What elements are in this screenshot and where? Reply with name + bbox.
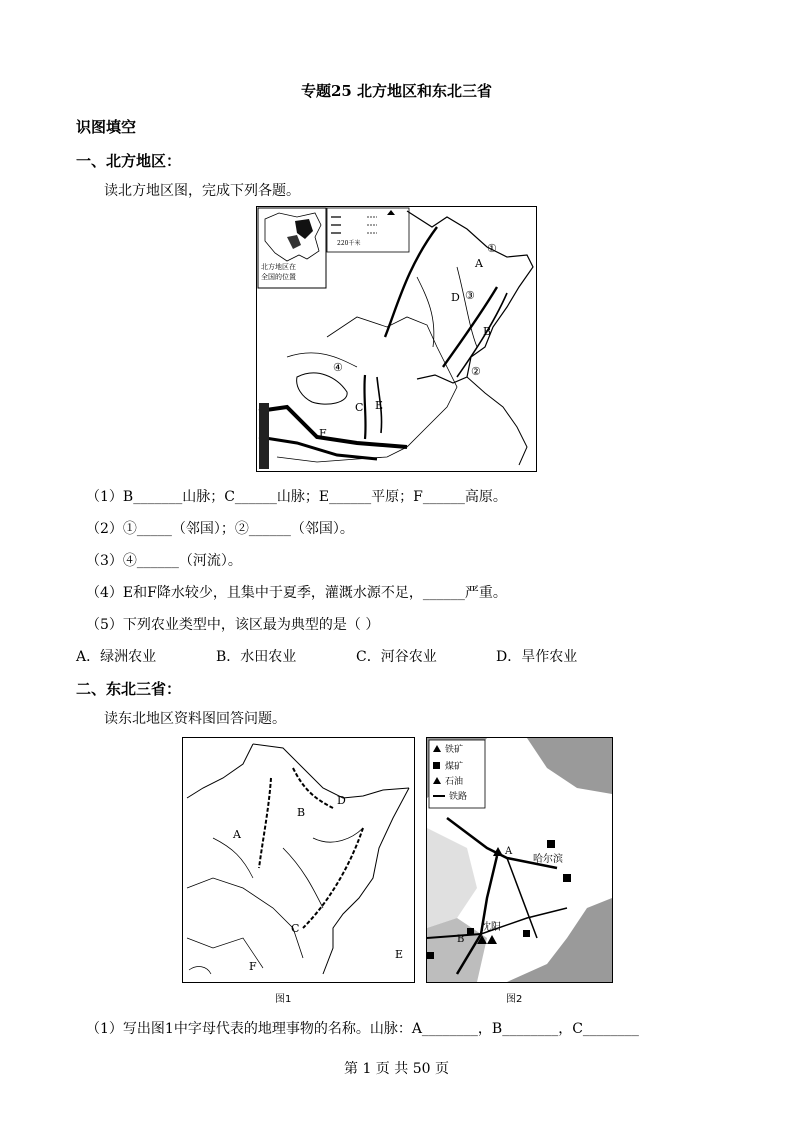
city-shenyang: 沈阳 xyxy=(481,922,501,933)
page-title: 专题25 北方地区和东北三省 xyxy=(300,82,493,100)
fig1-drawing xyxy=(183,738,414,982)
legend-oil: 石油 xyxy=(445,777,464,787)
fig1-caption: 图1 xyxy=(275,994,292,1005)
fig2-drawing xyxy=(427,738,612,982)
label-A: A xyxy=(475,257,483,270)
label-circle4: ④ xyxy=(333,361,343,374)
label-circle1: ① xyxy=(487,242,497,255)
fig1-label-E: E xyxy=(395,948,404,961)
part1-heading: 一、北方地区： xyxy=(76,152,182,170)
city-harbin: 哈尔滨 xyxy=(533,854,563,865)
label-D: D xyxy=(451,291,460,304)
question-5: （5）下列农业类型中，该区最为典型的是（ ） xyxy=(86,617,380,633)
fig1-label-B: B xyxy=(297,806,306,819)
fig1-map xyxy=(182,737,415,983)
page-footer: 第 1 页 共 50 页 xyxy=(344,1061,449,1077)
label-E: E xyxy=(375,399,384,412)
fig1-label-F: F xyxy=(249,960,257,973)
option-a: A．绿洲农业 xyxy=(76,649,157,665)
fig2-label-B: B xyxy=(457,934,465,945)
label-circle2: ② xyxy=(471,365,481,378)
fig1-label-D: D xyxy=(337,794,346,807)
question-1: （1）B_______山脉；C______山脉；E______平原；F______高原。 xyxy=(86,489,507,505)
part2-question-1: （1）写出图1中字母代表的地理事物的名称。山脉：A________，B________，C________ xyxy=(86,1021,639,1037)
fig1-label-A: A xyxy=(233,828,241,841)
question-3: （3）④______（河流）。 xyxy=(86,553,242,569)
label-circle3: ③ xyxy=(465,289,475,302)
legend-rail: 铁路 xyxy=(449,792,468,802)
options-row xyxy=(76,646,577,666)
question-4: （4）E和F降水较少，且集中于夏季，灌溉水源不足，______严重。 xyxy=(86,585,507,601)
fig1-label-C: C xyxy=(291,922,300,935)
north-region-map-drawing xyxy=(257,207,536,471)
question-2: （2）①_____（邻国）；②______（邻国）。 xyxy=(86,521,354,537)
scale-label: 220千米 xyxy=(337,240,361,247)
fig2-label-A: A xyxy=(505,846,513,857)
fig2-map xyxy=(426,737,613,983)
option-b: B．水田农业 xyxy=(216,649,297,665)
option-c: C．河谷农业 xyxy=(356,649,437,665)
part2-intro: 读东北地区资料图回答问题。 xyxy=(104,711,286,727)
legend-coal: 煤矿 xyxy=(445,762,464,772)
legend-iron: 铁矿 xyxy=(445,745,464,755)
part1-intro: 读北方地区图，完成下列各题。 xyxy=(104,183,300,199)
fig2-caption: 图2 xyxy=(506,994,523,1005)
label-C: C xyxy=(355,401,364,414)
section-header: 识图填空 xyxy=(76,118,137,136)
label-B: B xyxy=(483,325,492,338)
option-d: D．旱作农业 xyxy=(496,649,578,665)
inset-caption-1: 北方地区在 xyxy=(261,263,296,271)
north-region-map xyxy=(256,206,537,472)
part2-heading: 二、东北三省： xyxy=(76,680,182,698)
label-F: F xyxy=(319,427,327,440)
inset-caption-2: 全国的位置 xyxy=(261,273,296,281)
